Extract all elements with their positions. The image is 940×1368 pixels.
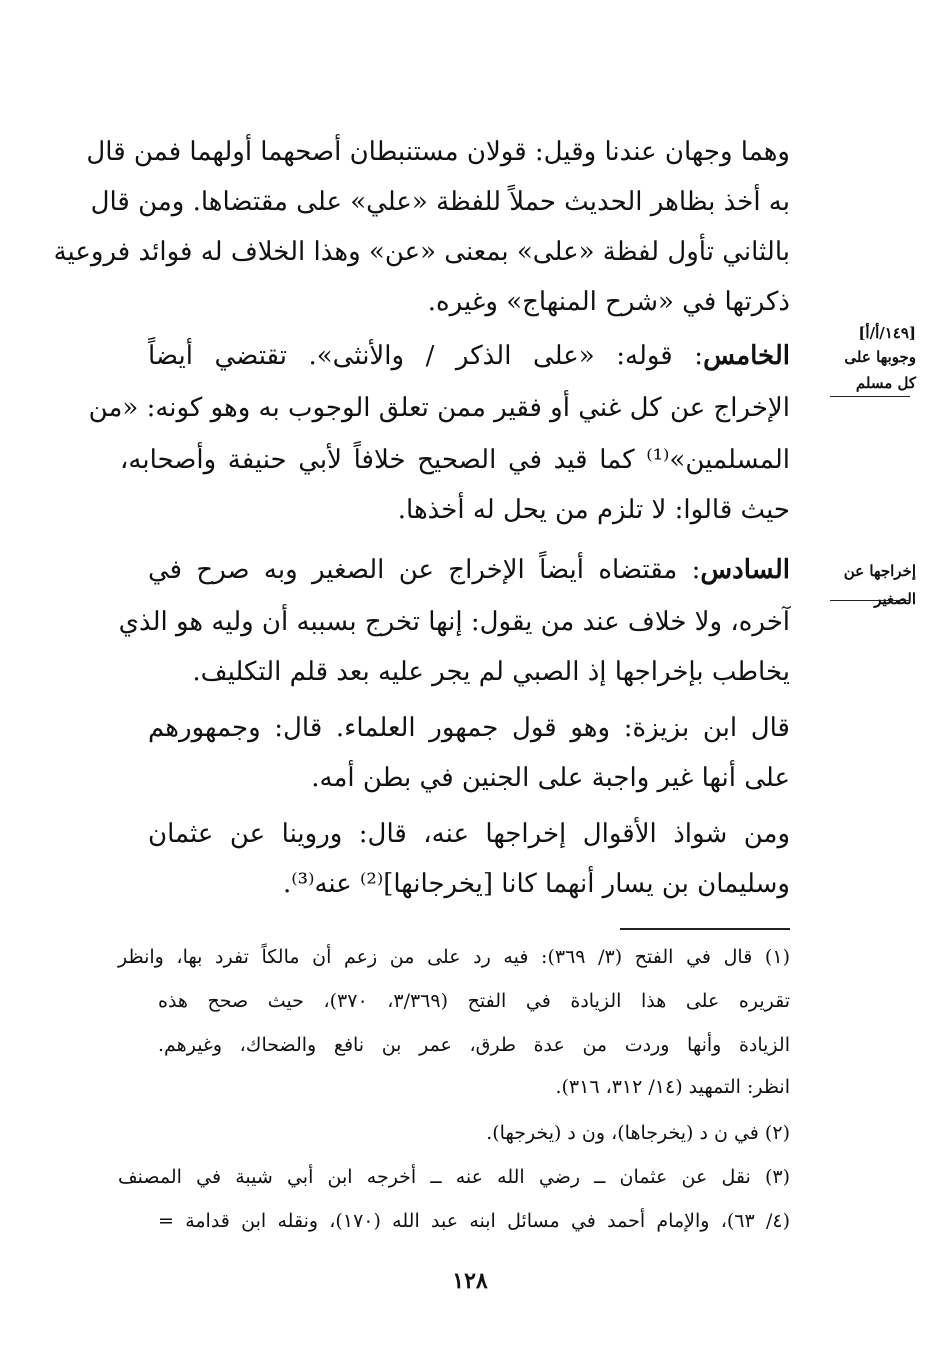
footnote-line: (٤/ ٦٣)، والإمام أحمد في مسائل ابنه عبد الله (١٧٠)، ونقله ابن قدامة =	[158, 1210, 790, 1232]
footnote-line: (٢) في ن د (يخرجاها)، ون د (يخرجها).	[486, 1122, 790, 1144]
text-line: قال ابن بزيزة: وهو قول جمهور العلماء. قال: وجمهورهم	[148, 713, 790, 743]
text-line: على أنها غير واجبة على الجنين في بطن أمه.	[311, 763, 790, 793]
text-line: وهما وجهان عندنا وقيل: قولان مستنبطان أصحهما أولهما فمن قال	[86, 137, 790, 167]
text-line: وسليمان بن يسار أنهما كانا [يخرجانها]⁽²⁾ عنه⁽³⁾.	[282, 869, 790, 899]
margin-note-line: إخراجها عن	[843, 562, 916, 580]
section-lead: الخامس	[703, 341, 790, 371]
margin-note-rule	[830, 396, 910, 397]
text-span: : قوله: «على الذكر / والأنثى». تقتضي أيضاً	[148, 341, 704, 371]
paragraph-opening-line	[148, 550, 790, 590]
margin-note-line: كل مسلم	[855, 374, 916, 392]
text-line: المسلمين»⁽¹⁾ كما قيد في الصحيح خلافاً لأبي حنيفة وأصحابه،	[120, 445, 790, 475]
text-line: آخره، ولا خلاف عند من يقول: إنها تخرج بسببه أن وليه هو الذي	[118, 607, 790, 637]
footnote-separator	[620, 928, 790, 930]
text-line: ذكرتها في «شرح المنهاج» وغيره.	[427, 287, 790, 317]
margin-note-line: الصغير	[874, 590, 916, 608]
text-line: يخاطب بإخراجها إذ الصبي لم يجر عليه بعد قلم التكليف.	[192, 657, 790, 687]
footnote-line: (١) قال في الفتح (٣/ ٣٦٩): فيه رد على من زعم أن مالكاً تفرد بها، وانظر	[118, 946, 790, 968]
text-line: حيث قالوا: لا تلزم من يحل له أخذها.	[397, 495, 790, 525]
margin-note-rule	[830, 600, 910, 601]
footnote-line: الزيادة وأنها وردت من عدة طرق، عمر بن نافع والضحاك، وغيرهم.	[158, 1034, 790, 1056]
section-lead: السادس	[700, 555, 790, 585]
text-line: ومن شواذ الأقوال إخراجها عنه، قال: وروينا عن عثمان	[148, 819, 790, 849]
text-line: به أخذ بظاهر الحديث حملاً للفظة «علي» على مقتضاها. ومن قال	[90, 187, 790, 217]
margin-note-line: وجوبها على	[844, 348, 916, 366]
footnote-line: انظر: التمهيد (١٤/ ٣١٢، ٣١٦).	[555, 1076, 790, 1098]
text-line: بالثاني تأول لفظة «على» بمعنى «عن» وهذا الخلاف له فوائد فروعية	[53, 237, 790, 267]
page-number: ١٢٨	[452, 1268, 488, 1294]
folio-reference: [١٤٩/أ/أ]	[858, 324, 916, 342]
footnote-line: تقريره على هذا الزيادة في الفتح (٣/٣٦٩، ٣٧٠)، حيث صحح هذه	[158, 990, 790, 1012]
text-span: : مقتضاه أيضاً الإخراج عن الصغير وبه صرح في	[148, 555, 701, 585]
text-line: الإخراج عن كل غني أو فقير ممن تعلق الوجوب به وهو كونه: «من	[88, 393, 790, 423]
footnote-line: (٣) نقل عن عثمان ــ رضي الله عنه ــ أخرجه ابن أبي شيبة في المصنف	[118, 1166, 790, 1188]
paragraph-opening-line	[148, 336, 790, 376]
